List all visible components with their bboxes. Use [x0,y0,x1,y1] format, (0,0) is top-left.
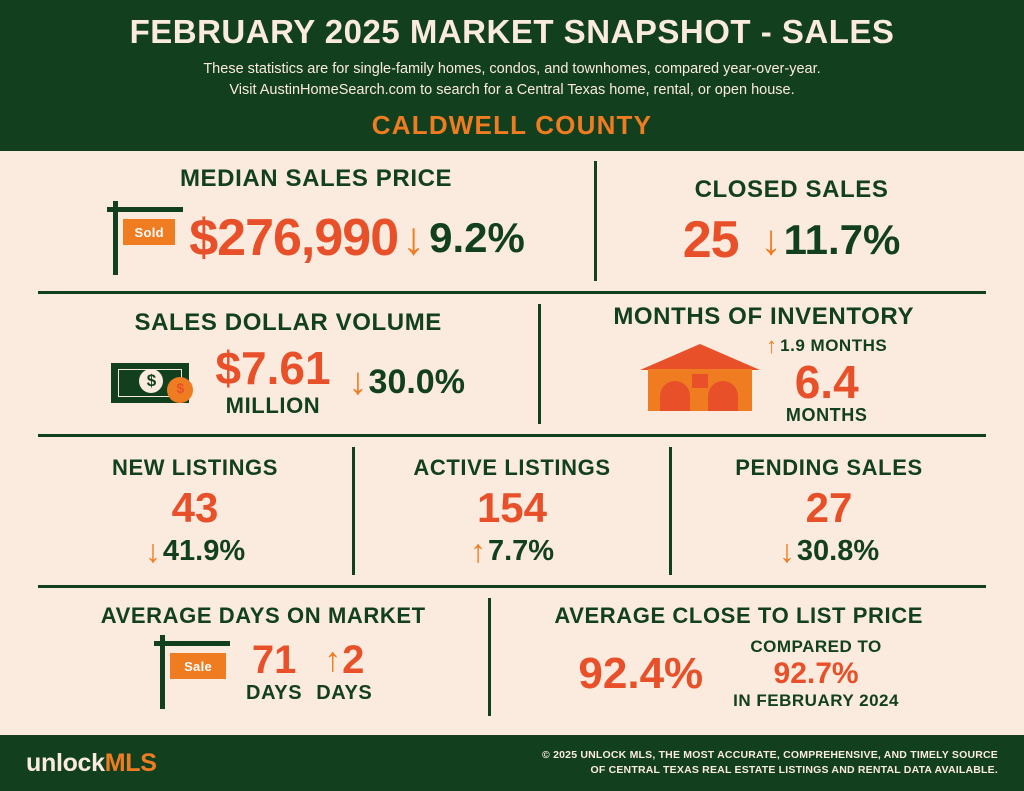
months-of-inventory-unit: MONTHS [785,404,868,425]
metric-new-listings [38,449,352,573]
copyright-line-1: © 2025 UNLOCK MLS, THE MOST ACCURATE, COMPREHENSIVE, AND TIMELY SOURCE [542,748,998,761]
money-icon: $ $ [111,355,207,409]
average-days-on-market-change: 2 [342,637,365,682]
page-title: FEBRUARY 2025 MARKET SNAPSHOT - SALES [129,13,895,50]
arrow-up-icon: ↑ [324,640,342,679]
copyright [542,748,998,778]
copyright-line-2: OF CENTRAL TEXAS REAL ESTATE LISTINGS AND RENTAL DATA AVAILABLE. [590,764,998,776]
house-icon [640,344,760,416]
active-listings-change: 7.7% [487,534,555,567]
median-sales-price-change: 9.2% [429,214,525,262]
closed-sales-label: CLOSED SALES [694,176,889,204]
logo-secondary-text: MLS [104,748,157,777]
arrow-down-icon: ↓ [348,361,368,404]
footer [0,735,1024,791]
metric-pending-sales [672,449,986,573]
closed-sales-change: 11.7% [783,216,901,264]
metric-median-sales-price [38,159,594,283]
median-sales-price-label: MEDIAN SALES PRICE [179,165,453,193]
metrics-row-1 [38,151,986,291]
sale-sign-icon [154,633,232,711]
metric-average-close-to-list-price [491,597,986,717]
sales-dollar-volume-unit: MILLION [225,393,321,419]
new-listings-change: 41.9% [162,534,246,567]
sales-dollar-volume-change: 30.0% [368,363,465,402]
header [0,0,1024,151]
compared-to-value: 92.7% [773,657,859,691]
arrow-down-icon: ↓ [760,216,782,264]
metric-average-days-on-market [38,597,488,717]
sales-dollar-volume-label: SALES DOLLAR VOLUME [134,309,442,337]
metric-closed-sales [597,170,986,272]
metric-months-of-inventory [541,297,986,432]
average-days-on-market-value: 71 [251,637,297,682]
metric-sales-dollar-volume [38,303,538,425]
sales-dollar-volume-value: $7.61 [215,342,331,395]
logo-primary-text: unlock [26,748,105,777]
active-listings-label: ACTIVE LISTINGS [413,455,611,481]
metrics-row-4 [38,588,986,726]
compared-to-period: IN FEBRUARY 2024 [733,691,899,711]
median-sales-price-value: $276,990 [189,209,399,268]
months-of-inventory-change: 1.9 MONTHS [780,335,888,355]
closed-sales-value: 25 [682,211,739,270]
average-days-on-market-label: AVERAGE DAYS ON MARKET [100,603,426,629]
average-close-to-list-price-label: AVERAGE CLOSE TO LIST PRICE [554,603,924,629]
average-days-on-market-change-unit: DAYS [316,681,373,704]
arrow-up-icon: ↑ [469,533,486,570]
arrow-down-icon: ↓ [402,212,426,265]
header-subtitle-line-1: These statistics are for single-family homes, condos, and townhomes, compared year-over-year. [203,61,821,78]
sold-sign-icon [107,199,185,277]
sold-sign-label: Sold [123,219,175,245]
unlock-mls-logo [26,749,157,778]
county-name: CALDWELL COUNTY [371,110,653,141]
metrics-body [0,151,1024,735]
pending-sales-label: PENDING SALES [735,455,923,481]
sale-sign-label: Sale [170,653,226,679]
average-days-on-market-unit: DAYS [246,681,303,704]
pending-sales-change: 30.8% [796,534,880,567]
months-of-inventory-value: 6.4 [794,355,859,408]
pending-sales-value: 27 [805,484,853,532]
metrics-row-3 [38,437,986,585]
arrow-down-icon: ↓ [778,533,795,570]
average-close-to-list-price-value: 92.4% [578,649,704,699]
months-of-inventory-label: MONTHS OF INVENTORY [613,302,915,330]
active-listings-value: 154 [476,484,548,532]
arrow-down-icon: ↓ [144,533,161,570]
compared-to-label: COMPARED TO [750,637,882,657]
header-subtitle-line-2: Visit AustinHomeSearch.com to search for a Central Texas home, rental, or open house. [229,82,795,99]
new-listings-label: NEW LISTINGS [111,455,279,481]
metric-active-listings [355,449,669,573]
new-listings-value: 43 [171,484,219,532]
metrics-row-2 [38,294,986,434]
arrow-up-icon: ↑ [766,332,778,358]
